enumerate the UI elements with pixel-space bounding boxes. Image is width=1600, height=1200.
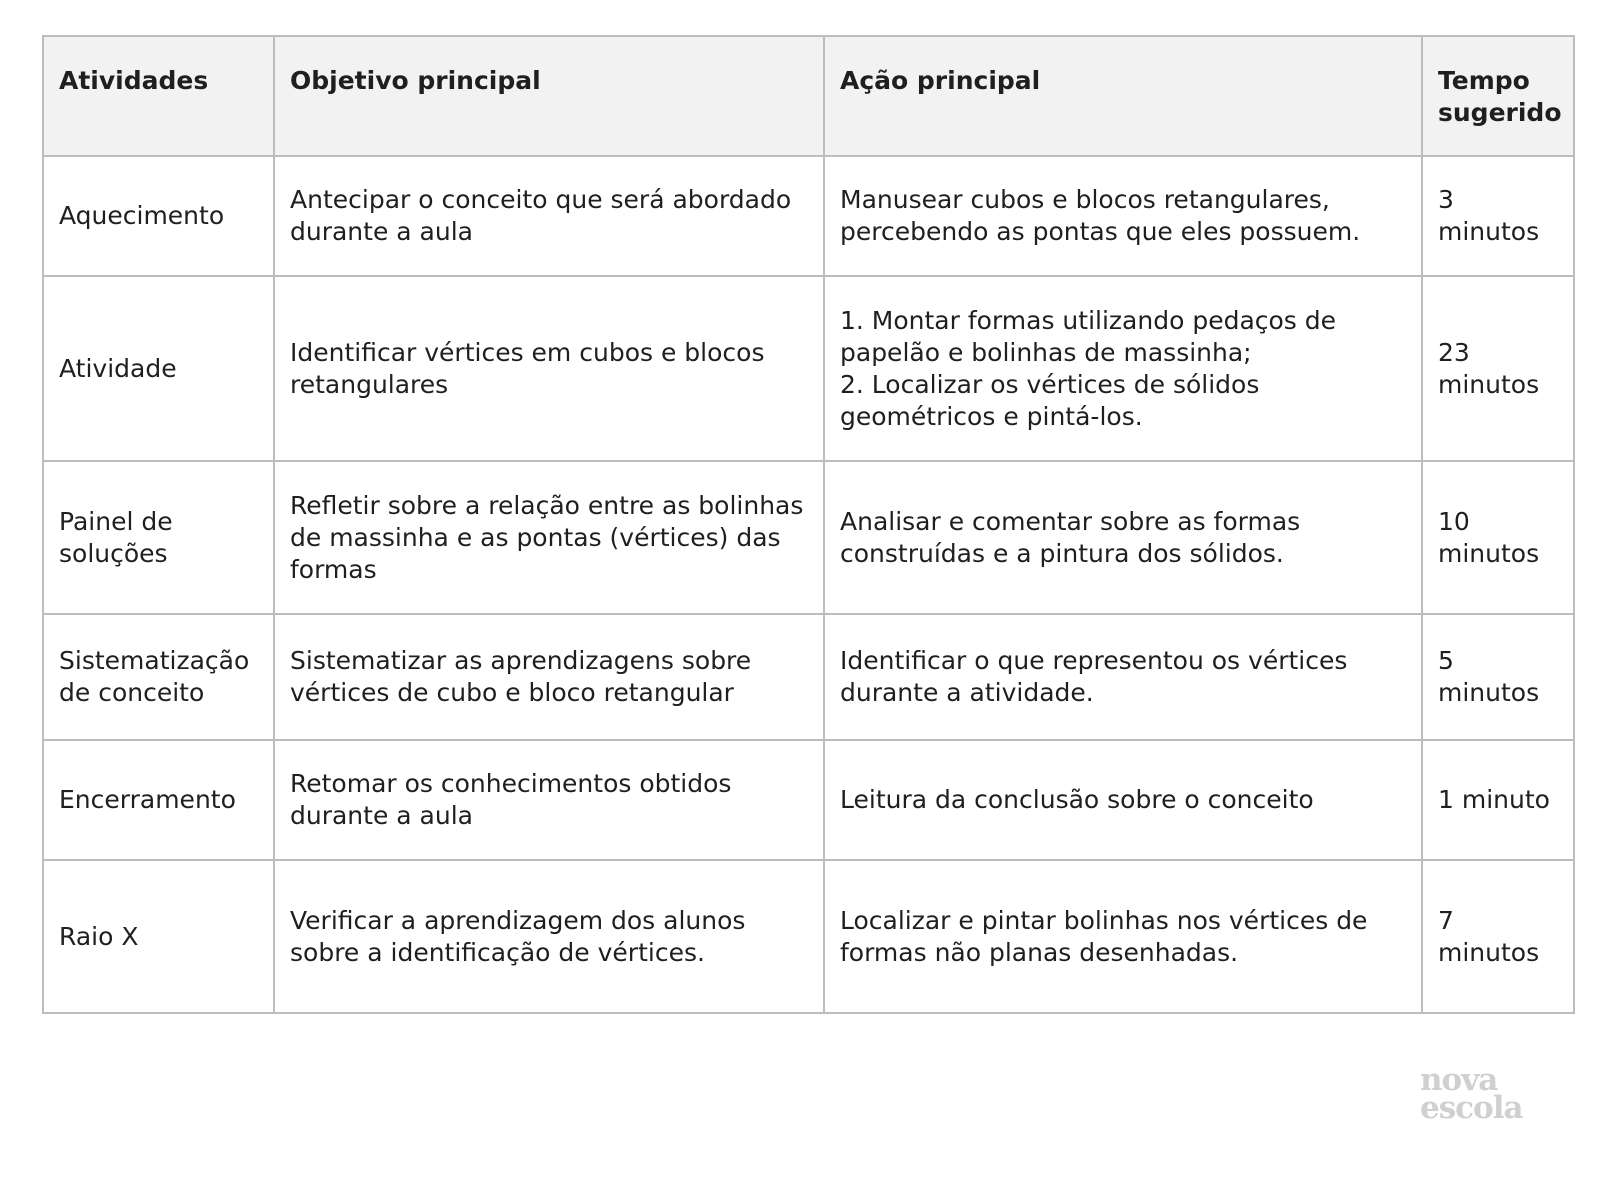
header-tempo: Tempo sugerido xyxy=(1422,36,1574,156)
logo-line-escola: escola xyxy=(1420,1090,1523,1126)
table-row xyxy=(43,860,1574,1013)
header-atividades: Atividades xyxy=(43,36,274,156)
cell-atividade: Encerramento xyxy=(43,740,274,860)
cell-acao: Manusear cubos e blocos retangulares, percebendo as pontas que eles possuem. xyxy=(824,156,1422,276)
cell-acao: 1. Montar formas utilizando pedaços de papelão e bolinhas de massinha; 2. Localizar os vértices de sólidos geométricos e pintá-los. xyxy=(824,276,1422,461)
cell-atividade: Raio X xyxy=(43,860,274,1013)
table-row xyxy=(43,276,1574,461)
table-row xyxy=(43,614,1574,740)
lesson-plan-table xyxy=(42,35,1575,1014)
cell-objetivo: Refletir sobre a relação entre as bolinhas de massinha e as pontas (vértices) das formas xyxy=(274,461,824,614)
cell-acao: Localizar e pintar bolinhas nos vértices de formas não planas desenhadas. xyxy=(824,860,1422,1013)
cell-acao: Leitura da conclusão sobre o conceito xyxy=(824,740,1422,860)
cell-acao: Identificar o que representou os vértices durante a atividade. xyxy=(824,614,1422,740)
cell-objetivo: Identificar vértices em cubos e blocos retangulares xyxy=(274,276,824,461)
table-row xyxy=(43,461,1574,614)
header-objetivo: Objetivo principal xyxy=(274,36,824,156)
nova-escola-logo xyxy=(1420,1062,1550,1126)
cell-atividade: Aquecimento xyxy=(43,156,274,276)
cell-tempo: 5 minutos xyxy=(1422,614,1574,740)
cell-tempo: 3 minutos xyxy=(1422,156,1574,276)
header-acao: Ação principal xyxy=(824,36,1422,156)
cell-atividade: Atividade xyxy=(43,276,274,461)
cell-atividade: Painel de soluções xyxy=(43,461,274,614)
cell-tempo: 7 minutos xyxy=(1422,860,1574,1013)
cell-tempo: 23 minutos xyxy=(1422,276,1574,461)
logo-line-nova: nova xyxy=(1420,1062,1498,1098)
cell-objetivo: Verificar a aprendizagem dos alunos sobre a identificação de vértices. xyxy=(274,860,824,1013)
table-row xyxy=(43,740,1574,860)
table-header-row xyxy=(43,36,1574,156)
cell-atividade: Sistematização de conceito xyxy=(43,614,274,740)
cell-objetivo: Antecipar o conceito que será abordado durante a aula xyxy=(274,156,824,276)
cell-objetivo: Sistematizar as aprendizagens sobre vértices de cubo e bloco retangular xyxy=(274,614,824,740)
table-row xyxy=(43,156,1574,276)
cell-acao: Analisar e comentar sobre as formas construídas e a pintura dos sólidos. xyxy=(824,461,1422,614)
cell-objetivo: Retomar os conhecimentos obtidos durante a aula xyxy=(274,740,824,860)
cell-tempo: 1 minuto xyxy=(1422,740,1574,860)
cell-tempo: 10 minutos xyxy=(1422,461,1574,614)
